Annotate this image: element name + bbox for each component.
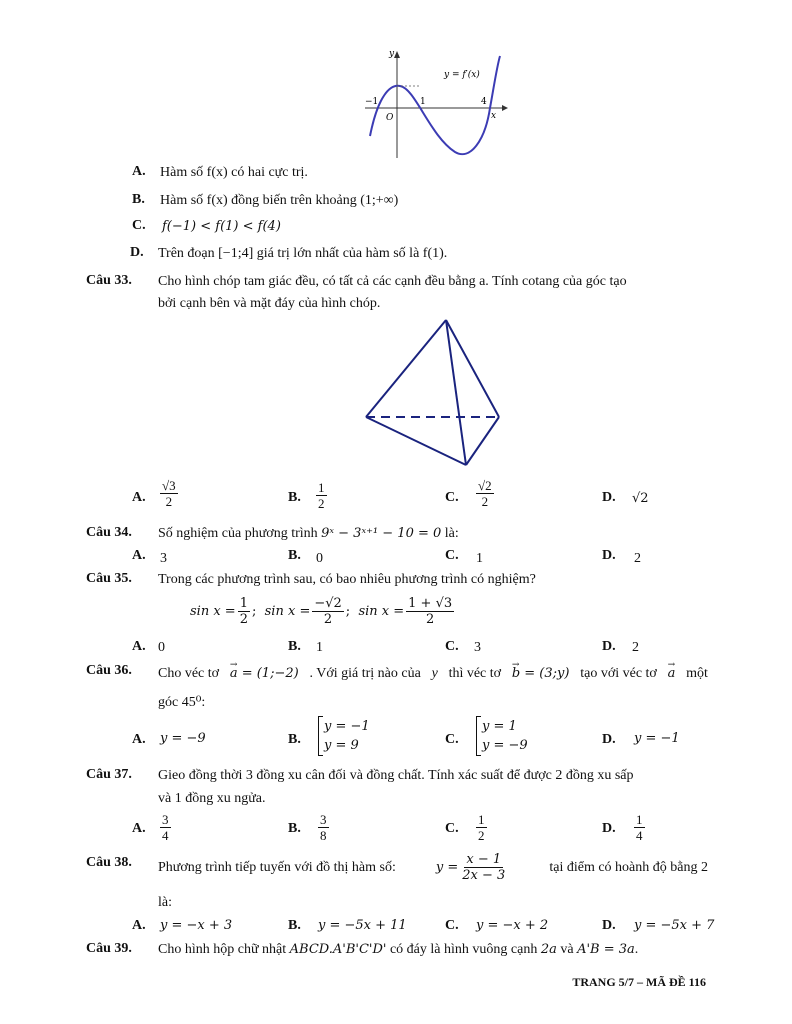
- system-line: y = 9: [324, 738, 359, 753]
- fraction-numerator: −√2: [314, 596, 342, 611]
- q35-eq3-lhs: sin x =: [358, 603, 405, 619]
- q38-option-c-label: C.: [445, 918, 459, 933]
- q37-option-a-value: [158, 812, 173, 843]
- fraction-denominator: 2: [323, 612, 333, 627]
- q39-t2: có đáy là hình vuông cạnh: [389, 942, 538, 957]
- fraction-denominator: 4: [162, 828, 169, 843]
- q37-option-d-label: D.: [602, 821, 616, 836]
- fraction-numerator: 1: [239, 596, 248, 611]
- fraction-numerator: 1: [478, 812, 485, 827]
- q36-t3: thì véc tơ: [448, 666, 502, 681]
- fraction-denominator: 2: [426, 612, 435, 627]
- q37-line2: và 1 đồng xu ngửa.: [158, 791, 266, 806]
- q39-line1: [158, 941, 638, 959]
- system-line: y = −1: [324, 719, 370, 734]
- q39-condition: A'B = 3a: [577, 942, 635, 957]
- q35-option-c-text: 3: [474, 640, 481, 655]
- q34-option-b-text: 0: [316, 551, 323, 566]
- q33-option-b-value: [314, 480, 329, 511]
- q34-option-b-label: B.: [288, 548, 301, 563]
- q39-t1: Cho hình hộp chữ nhật: [158, 942, 287, 957]
- q36-t5: một: [686, 666, 708, 681]
- q32-option-b-text: Hàm số f(x) đồng biến trên khoảng (1;+∞): [160, 193, 399, 208]
- pyramid-edge: [466, 417, 499, 465]
- q32-option-c-label: C.: [132, 218, 146, 233]
- fraction-denominator: 2x − 3: [462, 868, 506, 883]
- q36-option-b-label: B.: [288, 732, 301, 747]
- q37-line1: Gieo đồng thời 3 đồng xu cân đối và đồng chất. Tính xác suất để được 2 đồng xu sấp: [158, 768, 634, 783]
- q33-option-c-value: [474, 478, 496, 509]
- q35-option-b-text: 1: [316, 640, 323, 655]
- q36-line1: [158, 665, 708, 683]
- fraction-denominator: 2: [481, 494, 489, 509]
- system-line: y = −9: [482, 738, 528, 753]
- q36-var-y: y: [431, 666, 438, 681]
- tick-1-label: 1: [420, 97, 426, 107]
- q36-option-a-text: y = −9: [160, 731, 206, 746]
- q34-option-d-text: 2: [634, 551, 641, 566]
- q38-line2: là:: [158, 895, 172, 910]
- fraction-denominator: 8: [320, 828, 327, 843]
- q37-option-c-label: C.: [445, 821, 459, 836]
- q38-function: [436, 852, 509, 883]
- system-line: y = 1: [482, 719, 517, 734]
- q38-option-d-text: y = −5x + 7: [634, 918, 715, 933]
- q34-text-after: là:: [444, 526, 459, 541]
- fraction-numerator: 3: [320, 812, 327, 827]
- q35-option-a-label: A.: [132, 639, 146, 654]
- q39-box: ABCD.A'B'C'D': [289, 942, 387, 957]
- q34-label: Câu 34.: [86, 525, 132, 540]
- q36-option-c-label: C.: [445, 732, 459, 747]
- q35-option-b-label: B.: [288, 639, 301, 654]
- curve-label: y = f′(x): [444, 70, 480, 80]
- q38-line1: [158, 852, 708, 883]
- q34-option-a-text: 3: [160, 551, 167, 566]
- fraction-denominator: 2: [165, 494, 173, 509]
- q36-option-b-system: [318, 717, 370, 755]
- q36-vector-b: → b = (3;y): [512, 665, 570, 683]
- q33-option-a-label: A.: [132, 490, 146, 505]
- q38-option-c-text: y = −x + 2: [476, 918, 549, 933]
- q33-option-d-label: D.: [602, 490, 616, 505]
- y-axis-label: y: [389, 49, 395, 59]
- fraction-numerator: 1 + √3: [408, 596, 453, 611]
- q34-equation: 9ˣ − 3ˣ⁺¹ − 10 = 0: [321, 526, 442, 541]
- derivative-graph: [360, 46, 510, 162]
- pyramid-edge: [366, 417, 466, 465]
- q36-vector-a2: → a: [668, 665, 676, 683]
- pyramid-edge: [366, 320, 446, 417]
- q32-option-a-text: Hàm số f(x) có hai cực trị.: [160, 165, 308, 180]
- q37-option-a-label: A.: [132, 821, 146, 836]
- y-axis-arrow: [394, 51, 400, 58]
- q35-eq2-lhs: sin x =: [264, 603, 311, 619]
- q34-text-before: Số nghiệm của phương trình: [158, 526, 318, 541]
- q35-eq1-lhs: sin x =: [190, 603, 236, 619]
- q38-t2: tại điểm có hoành độ bằng 2: [549, 859, 708, 875]
- fraction-denominator: 2: [239, 612, 248, 627]
- q36-option-d-label: D.: [602, 732, 616, 747]
- q36-t4: tạo với véc tơ: [580, 666, 657, 681]
- q38-option-b-text: y = −5x + 11: [318, 918, 407, 933]
- q34-option-c-label: C.: [445, 548, 459, 563]
- q32-option-a-label: A.: [132, 164, 146, 179]
- x-axis-arrow: [502, 105, 508, 111]
- q37-option-c-value: [474, 812, 489, 843]
- q32-option-d-label: D.: [130, 245, 144, 260]
- q35-option-d-label: D.: [602, 639, 616, 654]
- q35-equations: sin x = $\frac{1}{2}$ ; sin x = $\frac{-√2}{2}$ ; sin x = $\frac{1 + √3}{2}$: [190, 596, 453, 627]
- page-footer: TRANG 5/7 – MÃ ĐỀ 116: [572, 975, 706, 989]
- fraction-denominator: 4: [636, 828, 643, 843]
- q37-option-b-value: [316, 812, 331, 843]
- fraction-numerator: √2: [478, 478, 492, 493]
- pyramid-figure: [360, 316, 505, 471]
- fraction-denominator: 2: [478, 828, 485, 843]
- q38-option-d-label: D.: [602, 918, 616, 933]
- q39-label: Câu 39.: [86, 941, 132, 956]
- q35-label: Câu 35.: [86, 571, 132, 586]
- q34-option-a-label: A.: [132, 548, 146, 563]
- q33-option-b-label: B.: [288, 490, 301, 505]
- q36-line2: góc 45⁰:: [158, 695, 206, 710]
- fraction-numerator: 1: [318, 480, 325, 495]
- q38-option-a-label: A.: [132, 918, 146, 933]
- q35-option-d-text: 2: [632, 640, 639, 655]
- q35-text: Trong các phương trình sau, có bao nhiêu phương trình có nghiệm?: [158, 572, 536, 587]
- q32-option-b-label: B.: [132, 192, 145, 207]
- fraction-denominator: 2: [318, 496, 325, 511]
- q33-option-d-value: √2: [632, 491, 649, 506]
- x-axis-label: x: [491, 111, 497, 121]
- q39-side: 2a: [540, 942, 557, 957]
- q35-option-a-text: 0: [158, 640, 165, 655]
- q34-option-c-text: 1: [476, 551, 483, 566]
- q38-t1: Phương trình tiếp tuyến với đồ thị hàm số:: [158, 859, 396, 875]
- q37-option-b-label: B.: [288, 821, 301, 836]
- q35-option-c-label: C.: [445, 639, 459, 654]
- q36-option-a-label: A.: [132, 732, 146, 747]
- q37-label: Câu 37.: [86, 767, 132, 782]
- q36-t1: Cho véc tơ: [158, 666, 220, 681]
- q38-option-b-label: B.: [288, 918, 301, 933]
- q33-line1: Cho hình chóp tam giác đều, có tất cả các cạnh đều bằng a. Tính cotang của góc tạo: [158, 274, 627, 289]
- q36-option-c-system: [476, 717, 528, 755]
- q36-label: Câu 36.: [86, 663, 132, 678]
- q34-option-d-label: D.: [602, 548, 616, 563]
- fraction-numerator: 1: [636, 812, 643, 827]
- tick-4-label: 4: [481, 97, 487, 107]
- q36-vector-a: → a = (1;−2): [230, 665, 299, 683]
- q32-option-d-text: Trên đoạn [−1;4] giá trị lớn nhất của hàm số là f(1).: [158, 246, 448, 261]
- q36-option-d-text: y = −1: [634, 731, 680, 746]
- q36-t2: . Với giá trị nào của: [309, 666, 421, 681]
- tick-neg1-label: −1: [365, 97, 379, 107]
- pyramid-edge: [446, 320, 466, 465]
- q33-label: Câu 33.: [86, 273, 132, 288]
- fraction-numerator: x − 1: [466, 852, 502, 867]
- q38-label: Câu 38.: [86, 855, 132, 870]
- q33-option-a-value: [158, 478, 180, 509]
- q38-option-a-text: y = −x + 3: [160, 918, 233, 933]
- q38-lhs: y =: [435, 859, 459, 875]
- q32-option-c-text: f(−1) < f(1) < f(4): [162, 219, 281, 234]
- q37-option-d-value: [632, 812, 647, 843]
- q34-question: [158, 525, 459, 543]
- origin-label: O: [386, 113, 394, 123]
- q39-t3: và: [560, 942, 574, 957]
- pyramid-edge: [446, 320, 499, 417]
- q33-option-c-label: C.: [445, 490, 459, 505]
- fraction-numerator: 3: [162, 812, 169, 827]
- q33-line2: bởi cạnh bên và mặt đáy của hình chóp.: [158, 296, 381, 311]
- fraction-numerator: √3: [162, 478, 176, 493]
- q39-t4: .: [634, 942, 639, 957]
